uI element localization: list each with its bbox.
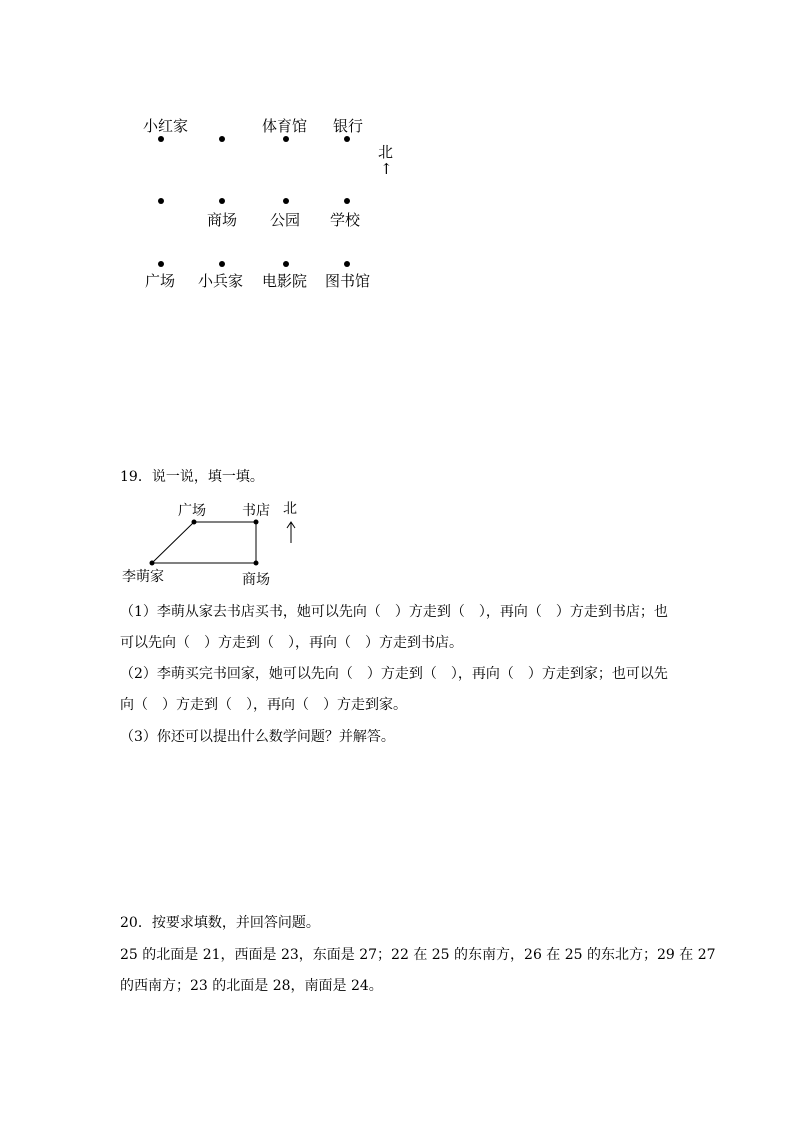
q19-part2-line2: 向（ ）方走到（ ），再向（ ）方走到家。 — [120, 697, 407, 713]
label-stadium: 体育馆 — [262, 117, 308, 135]
mall-point — [254, 561, 259, 566]
q20-line2: 的西南方；23 的北面是 28，南面是 24。 — [120, 978, 383, 994]
map-dot — [283, 261, 289, 267]
north-label: 北 — [378, 143, 394, 161]
map-dot — [158, 136, 164, 142]
label-cinema: 电影院 — [262, 272, 308, 290]
q19-part2-line1: （2）李萌买完书回家，她可以先向（ ）方走到（ ），再向（ ）方走到家；也可以先 — [120, 666, 668, 682]
q19-route-diagram — [120, 495, 320, 590]
map-dot — [344, 136, 350, 142]
square-point — [192, 520, 197, 525]
label-limeng-home: 李萌家 — [122, 569, 164, 585]
bookstore-point — [254, 520, 259, 525]
q19-part1-line2: 可以先向（ ）方走到（ ），再向（ ）方走到书店。 — [120, 635, 463, 651]
north-label: 北 — [283, 501, 297, 517]
map-dot — [219, 198, 225, 204]
label-xiaohong-home: 小红家 — [143, 117, 189, 135]
map-dot — [158, 261, 164, 267]
label-bank: 银行 — [333, 117, 364, 135]
label-school: 学校 — [330, 211, 361, 229]
label-mall: 商场 — [242, 572, 270, 588]
map-dot — [344, 198, 350, 204]
label-bookstore: 书店 — [242, 503, 270, 519]
limeng-home-point — [150, 561, 155, 566]
map-dot — [283, 136, 289, 142]
question-20-title: 20．按要求填数，并回答问题。 — [120, 915, 320, 931]
label-park: 公园 — [270, 211, 301, 229]
label-square: 广场 — [145, 272, 176, 290]
label-library: 图书馆 — [325, 272, 371, 290]
map-dot — [219, 261, 225, 267]
label-square: 广场 — [178, 503, 206, 519]
q19-part1-line1: （1）李萌从家去书店买书，她可以先向（ ）方走到（ ），再向（ ）方走到书店；也 — [120, 604, 668, 620]
map-dot — [283, 198, 289, 204]
label-xiaobing-home: 小兵家 — [198, 272, 244, 290]
route-shape — [152, 522, 256, 563]
label-mall: 商场 — [207, 211, 238, 229]
north-arrow-icon: ↑ — [380, 160, 393, 178]
map-dot — [344, 261, 350, 267]
map-dot — [219, 136, 225, 142]
q19-part3: （3）你还可以提出什么数学问题？并解答。 — [120, 729, 395, 745]
q20-line1: 25 的北面是 21，西面是 23，东面是 27；22 在 25 的东南方，26 在 25 的东北方；29 在 27 — [120, 947, 716, 963]
question-19-title: 19．说一说，填一填。 — [120, 469, 264, 485]
map-dot — [158, 198, 164, 204]
